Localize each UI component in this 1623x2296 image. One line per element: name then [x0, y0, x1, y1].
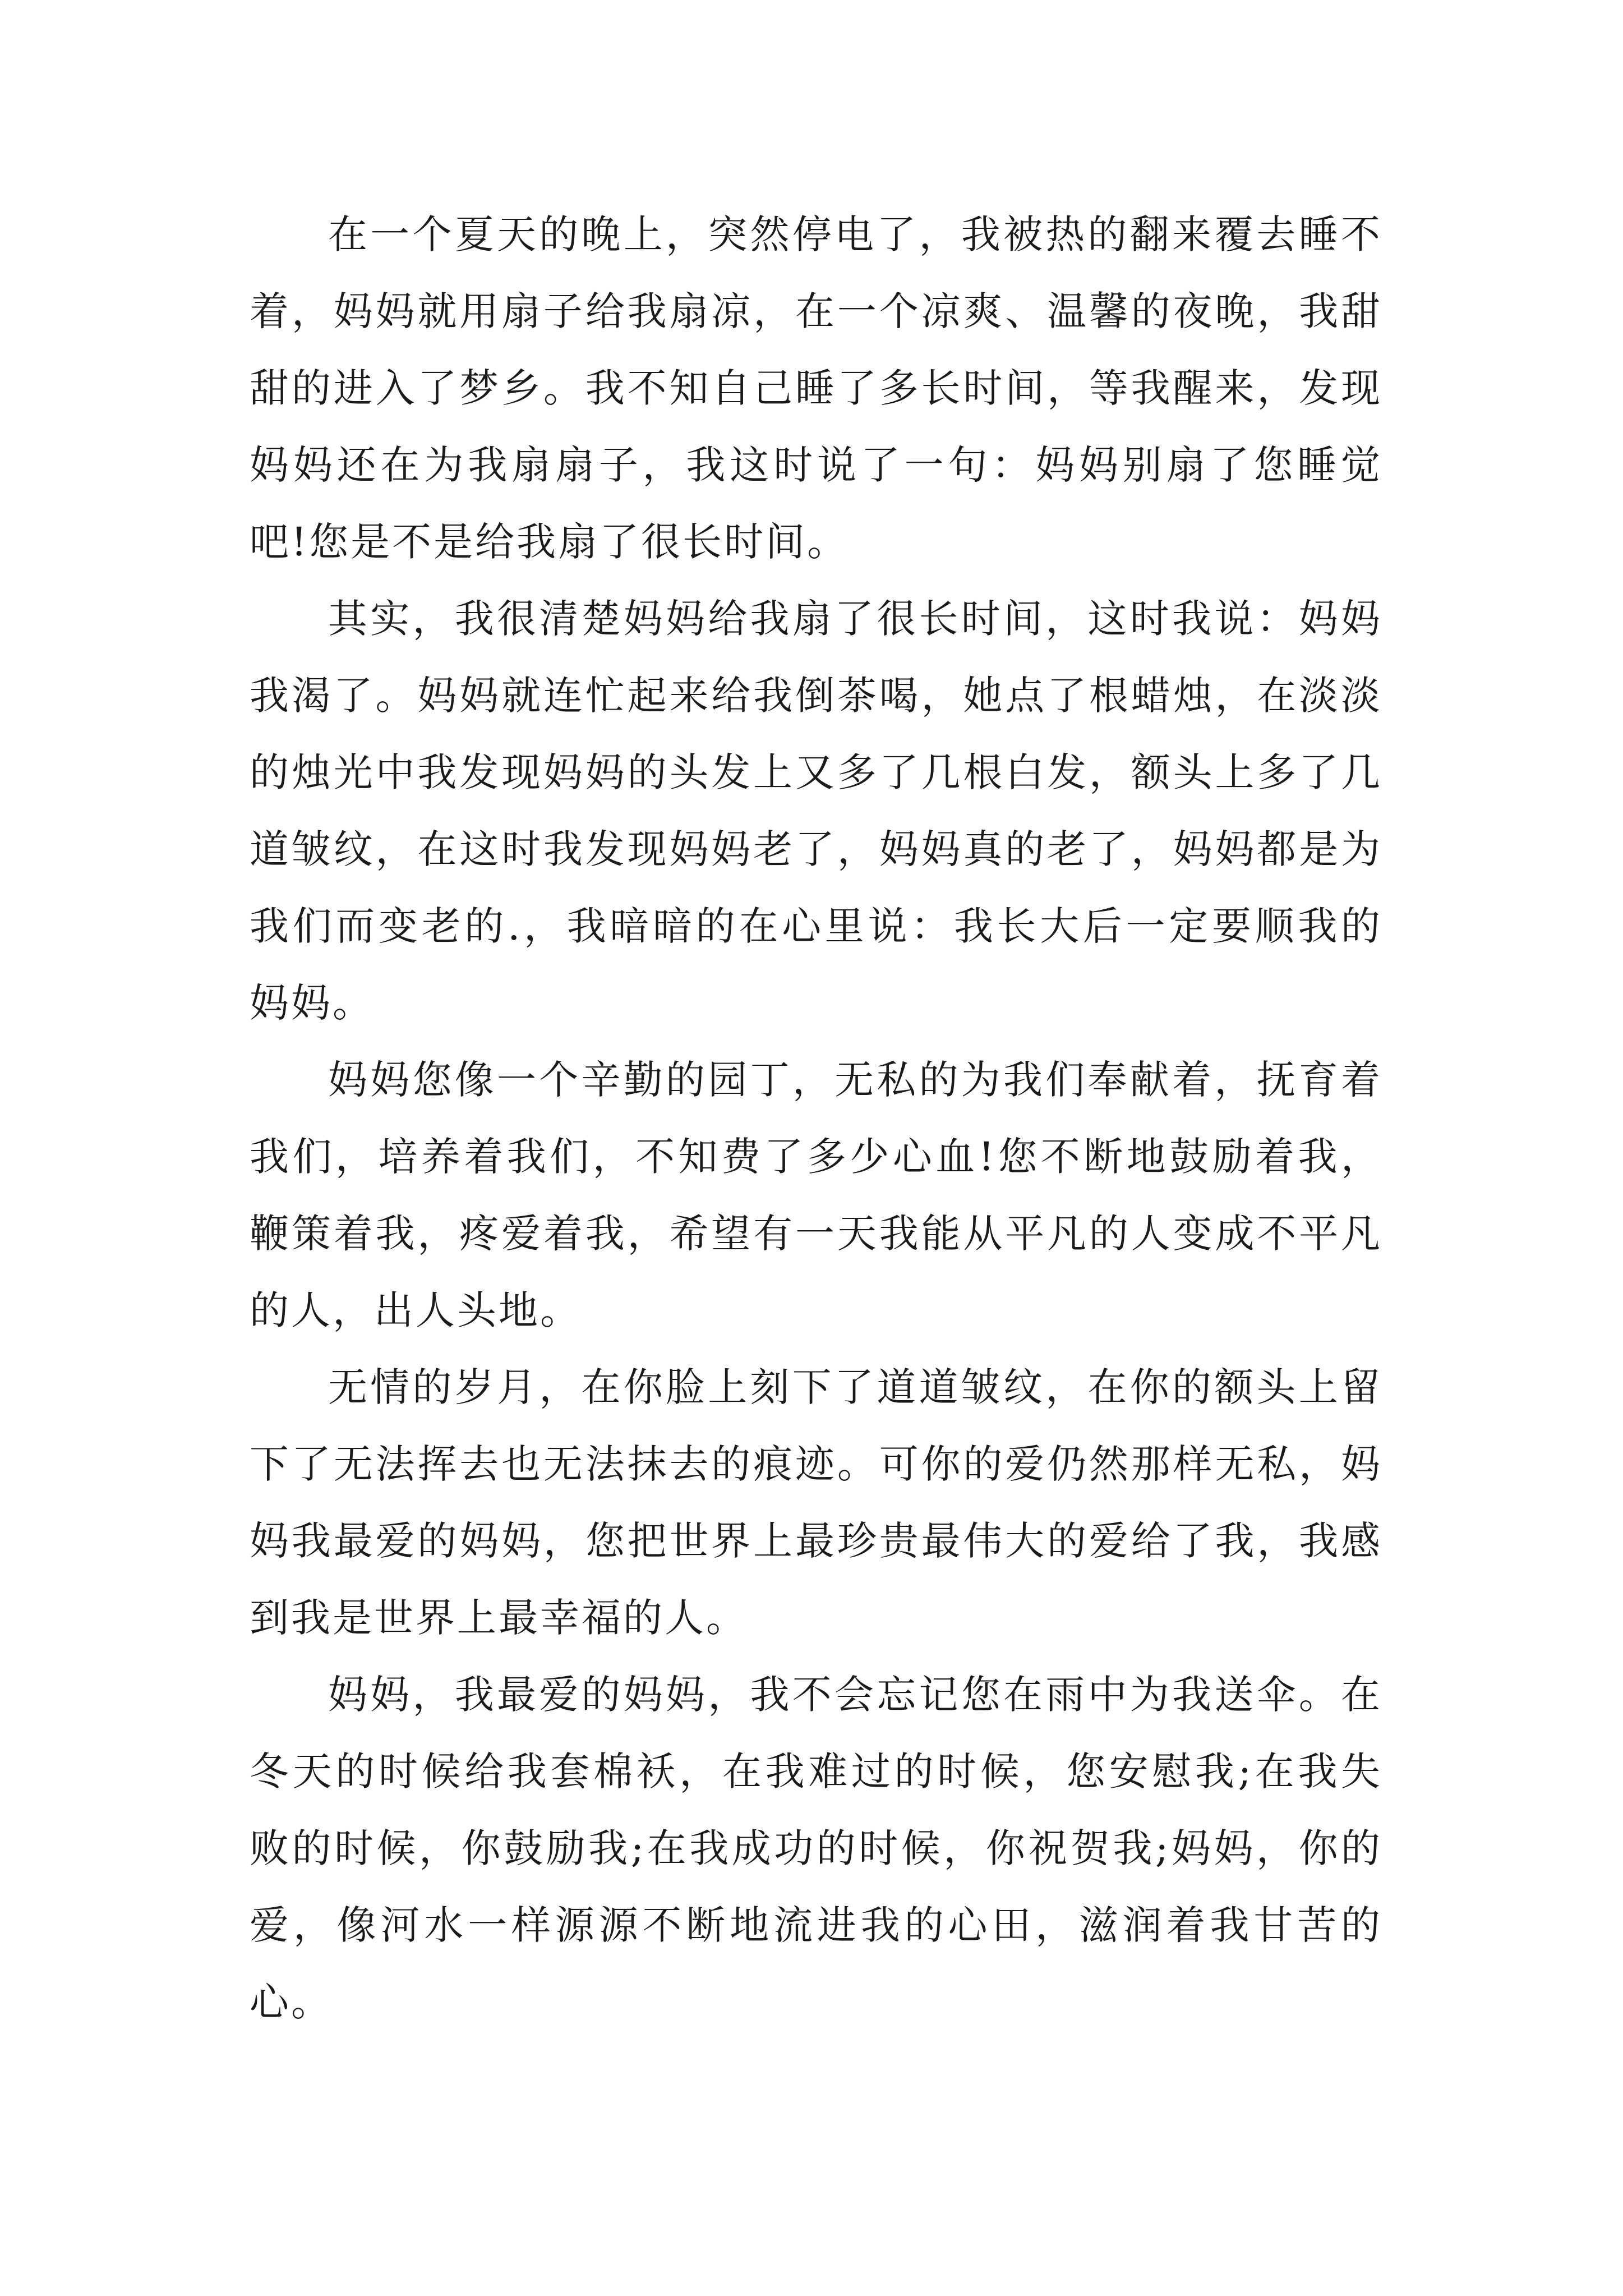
paragraph-3: 妈妈您像一个辛勤的园丁，无私的为我们奉献着，抚育着我们，培养着我们，不知费了多少心血!您不断地鼓励着我，鞭策着我，疼爱着我，希望有一天我能从平凡的人变成不平凡的人，出人头地。: [250, 1057, 1382, 1333]
paragraph-1: 在一个夏天的晚上，突然停电了，我被热的翻来覆去睡不着，妈妈就用扇子给我扇凉，在一个凉爽、温馨的夜晚，我甜甜的进入了梦乡。我不知自己睡了多长时间，等我醒来，发现妈妈还在为我扇扇子，我这时说了一句：妈妈别扇了您睡觉吧!您是不是给我扇了很长时间。: [250, 211, 1382, 565]
paragraph-4: 无情的岁月，在你脸上刻下了道道皱纹，在你的额头上留下了无法挥去也无法抹去的痕迹。可你的爱仍然那样无私，妈妈我最爱的妈妈，您把世界上最珍贵最伟大的爱给了我，我感到我是世界上最幸福的人。: [250, 1364, 1382, 1641]
paragraph-2: 其实，我很清楚妈妈给我扇了很长时间，这时我说：妈妈我渴了。妈妈就连忙起来给我倒茶喝，她点了根蜡烛，在淡淡的烛光中我发现妈妈的头发上又多了几根白发，额头上多了几道皱纹，在这时我发现妈妈老了，妈妈真的老了，妈妈都是为我们而变老的.，我暗暗的在心里说：我长大后一定要顺我的妈妈。: [250, 596, 1382, 1026]
document-body: [250, 196, 1382, 2041]
paragraph-5: 妈妈，我最爱的妈妈，我不会忘记您在雨中为我送伞。在冬天的时候给我套棉袄，在我难过的时候，您安慰我;在我失败的时候，你鼓励我;在我成功的时候，你祝贺我;妈妈，你的爱，像河水一样源源不断地流进我的心田，滋润着我甘苦的心。: [250, 1672, 1382, 2025]
